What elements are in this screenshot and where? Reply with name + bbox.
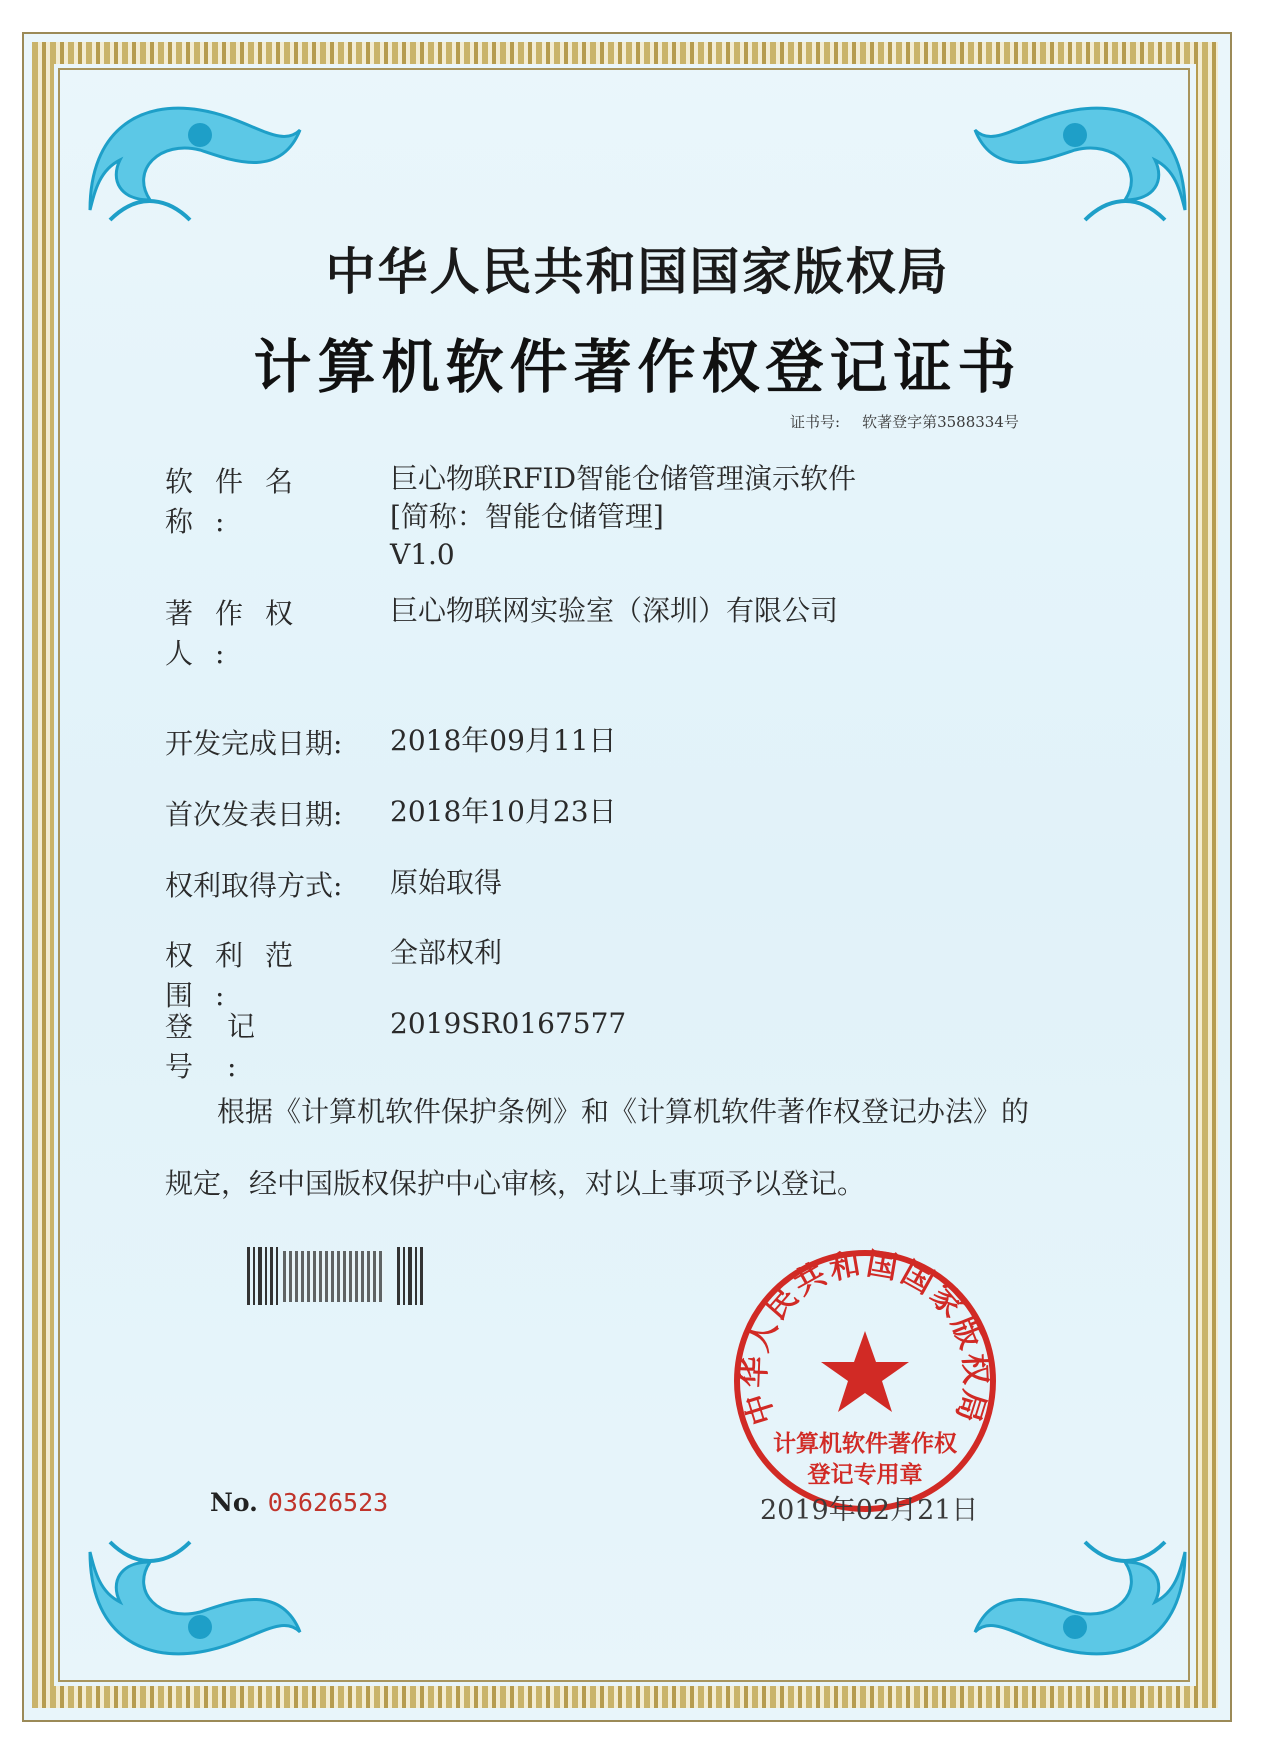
scope-label: 权利范围:	[165, 939, 316, 1012]
field-copyright-owner	[165, 592, 838, 672]
software-name-line3: V1.0	[390, 538, 455, 571]
field-software-name	[165, 460, 856, 574]
statement-line2: 规定，经中国版权保护中心审核，对以上事项予以登记。	[165, 1167, 866, 1200]
software-name-value	[390, 460, 856, 574]
scope-value: 全部权利	[390, 936, 503, 969]
software-name-line2: [简称：智能仓储管理]	[390, 500, 664, 533]
acquire-label: 权利取得方式:	[165, 869, 343, 902]
software-name-label: 软件名称:	[165, 465, 316, 538]
serial-value: 03626523	[267, 1488, 389, 1517]
certificate-number-label: 证书号:	[790, 413, 841, 431]
acquire-value: 原始取得	[390, 866, 503, 899]
certificate-title: 计算机软件著作权登记证书	[253, 333, 1022, 401]
serial-label: No.	[210, 1488, 258, 1517]
publish-date-value: 2018年10月23日	[390, 795, 617, 828]
field-acquire-method	[165, 864, 502, 904]
certificate-number	[790, 411, 1041, 432]
field-rights-scope	[165, 934, 502, 1014]
issuing-authority: 中华人民共和国国家版权局	[325, 242, 950, 301]
owner-value: 巨心物联网实验室（深圳）有限公司	[390, 594, 839, 627]
owner-label: 著作权人:	[165, 597, 316, 670]
dev-date-value: 2018年09月11日	[390, 724, 617, 757]
seal-ring-text: 中华人民共和国国家版权局	[736, 1246, 994, 1429]
seal-line2: 登记专用章	[807, 1462, 923, 1488]
certificate-number-value: 软著登字第3588334号	[862, 413, 1019, 431]
publish-date-label: 首次发表日期:	[165, 798, 343, 831]
corner-ornament-top-right	[965, 90, 1195, 230]
statement-line1: 根据《计算机软件保护条例》和《计算机软件著作权登记办法》的	[217, 1095, 1030, 1128]
dev-date-label: 开发完成日期:	[165, 727, 343, 760]
corner-ornament-bottom-left	[80, 1532, 310, 1672]
corner-ornament-top-left	[80, 90, 310, 230]
certification-statement	[165, 1076, 1125, 1220]
reg-no-label: 登记号:	[165, 1010, 290, 1083]
field-dev-date	[165, 722, 617, 762]
serial-number	[210, 1488, 388, 1517]
seal-star-icon	[821, 1331, 909, 1412]
corner-ornament-bottom-right	[965, 1532, 1195, 1672]
data-matrix-code	[283, 1251, 385, 1302]
field-publish-date	[165, 793, 617, 833]
software-name-line1: 巨心物联RFID智能仓储管理演示软件	[390, 462, 857, 495]
seal-line1: 计算机软件著作权	[773, 1431, 957, 1457]
field-registration-number	[165, 1005, 626, 1085]
issue-date: 2019年02月21日	[760, 1495, 979, 1526]
reg-no-value: 2019SR0167577	[390, 1007, 627, 1040]
